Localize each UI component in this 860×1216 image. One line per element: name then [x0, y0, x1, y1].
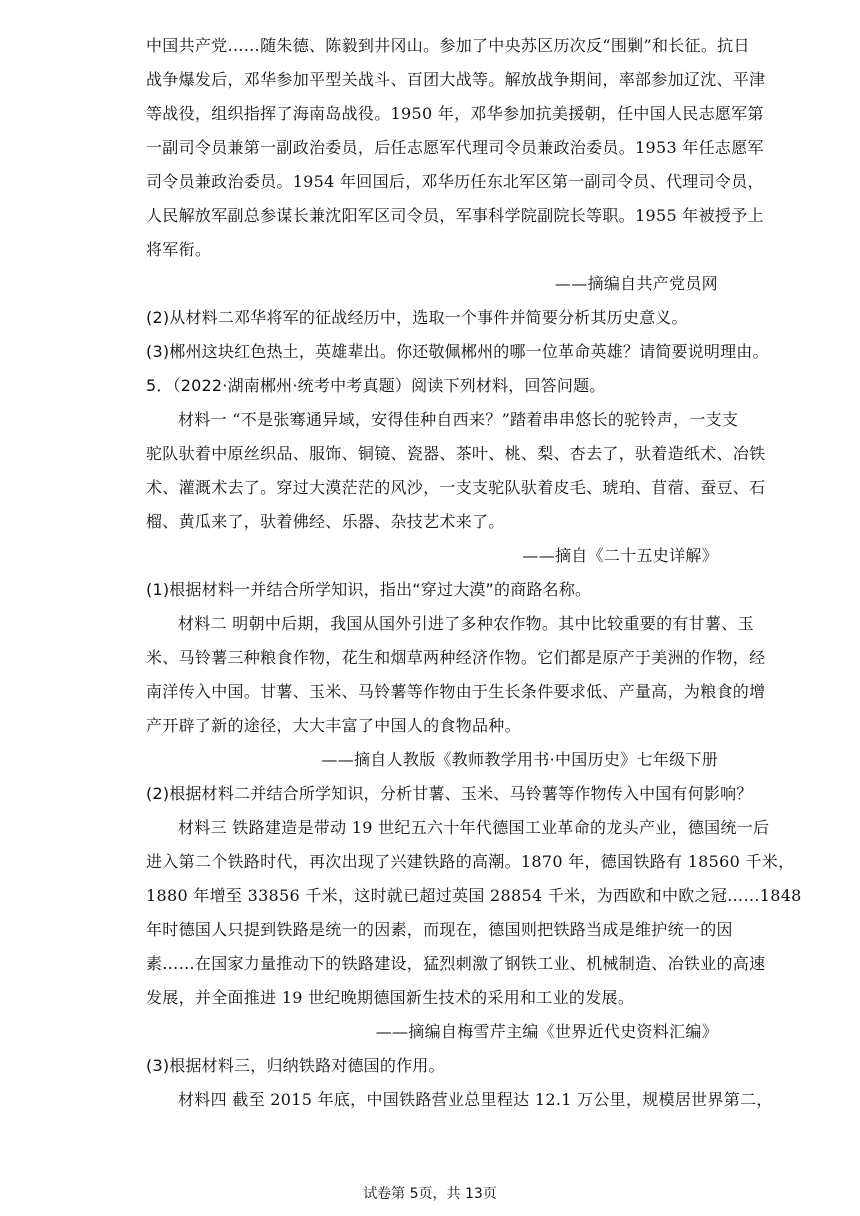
body-text-line: 司令员兼政治委员。1954 年回国后，邓华历任东北军区第一副司令员、代理司令员， [146, 172, 764, 191]
source-citation: ——摘编自共产党员网 [554, 274, 718, 293]
material-text-line: 1880 年增至 33856 千米，这时就已超过英国 28854 千米，为西欧和中欧之冠……1848 [146, 886, 802, 905]
material-text-line: 材料二 明朝中后期，我国从国外引进了多种农作物。其中比较重要的有甘薯、玉 [178, 614, 754, 633]
material-text-line: 材料四 截至 2015 年底，中国铁路营业总里程达 12.1 万公里，规模居世界第二， [178, 1090, 773, 1109]
body-text-line: 中国共产党……随朱德、陈毅到井冈山。参加了中央苏区历次反“围剿”和长征。抗日 [146, 36, 750, 55]
material-text-line: 南洋传入中国。甘薯、玉米、马铃薯等作物由于生长条件要求低、产量高，为粮食的增 [146, 682, 766, 701]
question-text: (2)根据材料二并结合所学知识，分析甘薯、玉米、马铃薯等作物传入中国有何影响？ [146, 784, 753, 803]
source-citation: ——摘自人教版《教师教学用书·中国历史》七年级下册 [321, 750, 718, 769]
source-citation: ——摘编自梅雪芹主编《世界近代史资料汇编》 [375, 1022, 718, 1041]
question-text: (2)从材料二邓华将军的征战经历中，选取一个事件并简要分析其历史意义。 [146, 308, 688, 327]
material-text-line: 素……在国家力量推动下的铁路建设，猛烈刺激了钢铁工业、机械制造、冶铁业的高速 [146, 954, 766, 973]
body-text-line: 将军衔。 [146, 240, 212, 259]
body-text-line: 战争爆发后，邓华参加平型关战斗、百团大战等。解放战争期间，率部参加辽沈、平津 [146, 70, 766, 89]
page-footer: 试卷第 5页，共 13页 [363, 1186, 497, 1202]
material-text-line: 驼队驮着中原丝织品、服饰、铜镜、瓷器、茶叶、桃、梨、杏去了，驮着造纸术、冶铁 [146, 444, 766, 463]
material-text-line: 发展，并全面推进 19 世纪晚期德国新生技术的采用和工业的发展。 [146, 988, 635, 1007]
material-text-line: 材料一 “不是张骞通异域，安得佳种自西来？”踏着串串悠长的驼铃声，一支支 [178, 410, 739, 429]
question-heading: 5．（2022·湖南郴州·统考中考真题）阅读下列材料，回答问题。 [146, 376, 606, 395]
question-text: (3)郴州这块红色热土，英雄辈出。你还敬佩郴州的哪一位革命英雄？请简要说明理由。 [146, 342, 769, 361]
material-text-line: 术、灌溉术去了。穿过大漠茫茫的风沙，一支支驼队驮着皮毛、琥珀、苜蓿、蚕豆、石 [146, 478, 766, 497]
body-text-line: 等战役，组织指挥了海南岛战役。1950 年，邓华参加抗美援朝，任中国人民志愿军第 [146, 104, 764, 123]
material-text-line: 米、马铃薯三种粮食作物，花生和烟草两种经济作物。它们都是原产于美洲的作物，经 [146, 648, 766, 667]
source-citation: ——摘自《二十五史详解》 [522, 546, 718, 565]
material-text-line: 材料三 铁路建造是带动 19 世纪五六十年代德国工业革命的龙头产业，德国统一后 [178, 818, 770, 837]
body-text-line: 一副司令员兼第一副政治委员，后任志愿军代理司令员兼政治委员。1953 年任志愿军 [146, 138, 764, 157]
material-text-line: 榴、黄瓜来了，驮着佛经、乐器、杂技艺术来了。 [146, 512, 505, 531]
body-text-line: 人民解放军副总参谋长兼沈阳军区司令员，军事科学院副院长等职。1955 年被授予上 [146, 206, 764, 225]
question-text: (1)根据材料一并结合所学知识，指出“穿过大漠”的商路名称。 [146, 580, 592, 599]
material-text-line: 年时德国人只提到铁路是统一的因素，而现在，德国则把铁路当成是维护统一的因 [146, 920, 733, 939]
material-text-line: 产开辟了新的途径，大大丰富了中国人的食物品种。 [146, 716, 521, 735]
material-text-line: 进入第二个铁路时代，再次出现了兴建铁路的高潮。1870 年，德国铁路有 18560 千米， [146, 852, 795, 871]
question-text: (3)根据材料三，归纳铁路对德国的作用。 [146, 1056, 445, 1075]
